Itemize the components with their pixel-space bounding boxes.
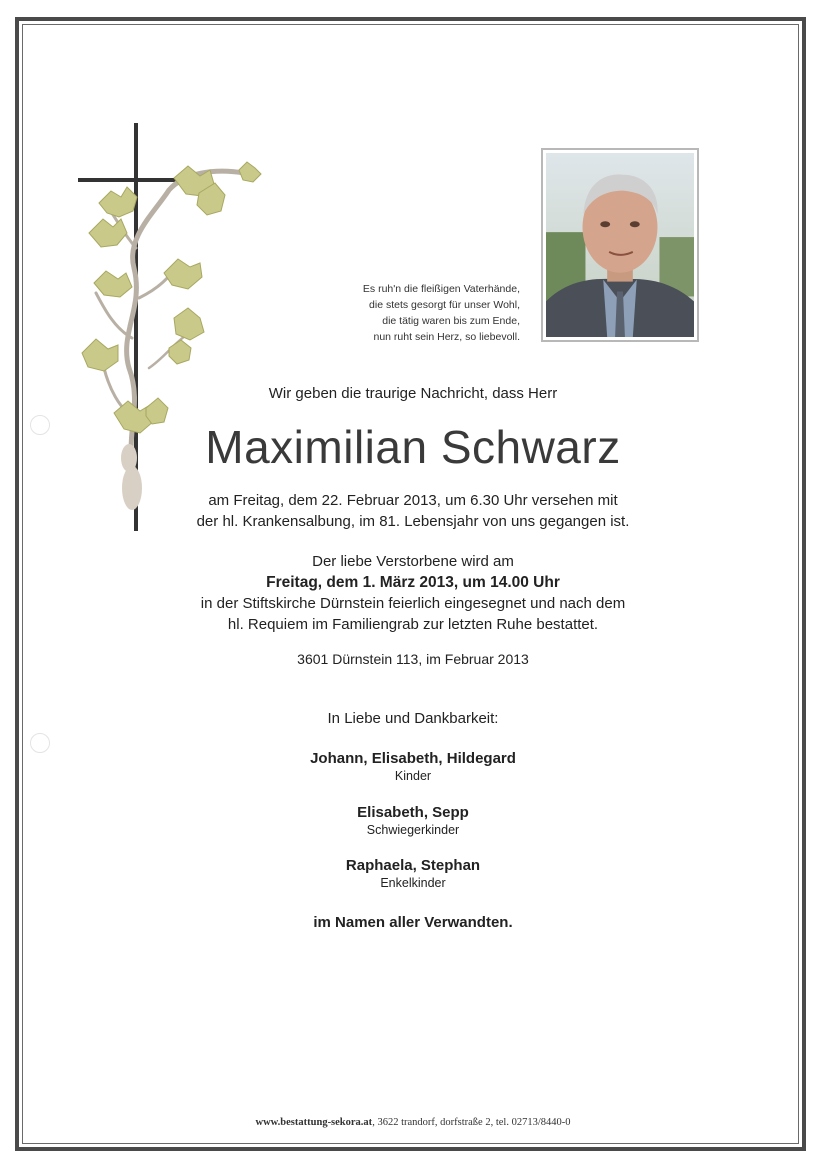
thanks-text: In Liebe und Dankbarkeit: xyxy=(327,710,499,727)
intro-text: Wir geben die traurige Nachricht, dass Herr xyxy=(268,385,558,402)
footer-website[interactable]: www.bestattung-sekora.at xyxy=(255,1117,373,1128)
poem-line: Es ruh'n die fleißigen Vaterhände, xyxy=(362,283,520,295)
footer xyxy=(0,1117,826,1128)
cross-with-vine-illustration xyxy=(74,118,284,538)
mourner-role: Schwiegerkinder xyxy=(366,823,460,837)
funeral-line: Der liebe Verstorbene wird am xyxy=(312,553,514,570)
mourner-names: Elisabeth, Sepp xyxy=(357,804,469,821)
place-date: 3601 Dürnstein 113, im Februar 2013 xyxy=(297,651,529,667)
mourner-group xyxy=(0,804,826,837)
poem-line: nun ruht sein Herz, so liebevoll. xyxy=(373,331,520,343)
mourner-group xyxy=(0,857,826,890)
funeral-date: Freitag, dem 1. März 2013, um 14.00 Uhr xyxy=(266,574,560,591)
funeral-notice xyxy=(0,551,826,635)
footer-address: , 3622 trandorf, dorfstraße 2, tel. 02713/8440-0 xyxy=(372,1117,571,1128)
mourner-role: Enkelkinder xyxy=(380,876,446,890)
poem-line: die stets gesorgt für unser Wohl, xyxy=(369,299,520,311)
deceased-name: Maximilian Schwarz xyxy=(205,421,621,473)
portrait-photo xyxy=(541,148,699,342)
poem-line: die tätig waren bis zum Ende, xyxy=(382,315,520,327)
cross-horizontal-beam xyxy=(78,178,190,182)
closing-text: im Namen aller Verwandten. xyxy=(313,914,513,931)
mourner-names: Raphaela, Stephan xyxy=(345,857,481,874)
death-notice-line: am Freitag, dem 22. Februar 2013, um 6.30 Uhr versehen mit xyxy=(208,492,618,509)
funeral-line: hl. Requiem im Familiengrab zur letzten Ruhe bestattet. xyxy=(227,616,599,633)
mourner-role: Kinder xyxy=(394,769,432,783)
death-notice-line: der hl. Krankensalbung, im 81. Lebensjahr von uns gegangen ist. xyxy=(196,513,630,530)
funeral-line: in der Stiftskirche Dürnstein feierlich eingesegnet und nach dem xyxy=(200,595,626,612)
mourner-names: Johann, Elisabeth, Hildegard xyxy=(310,750,516,767)
death-notice xyxy=(0,490,826,532)
memorial-poem xyxy=(290,281,520,345)
mourner-group xyxy=(0,750,826,783)
